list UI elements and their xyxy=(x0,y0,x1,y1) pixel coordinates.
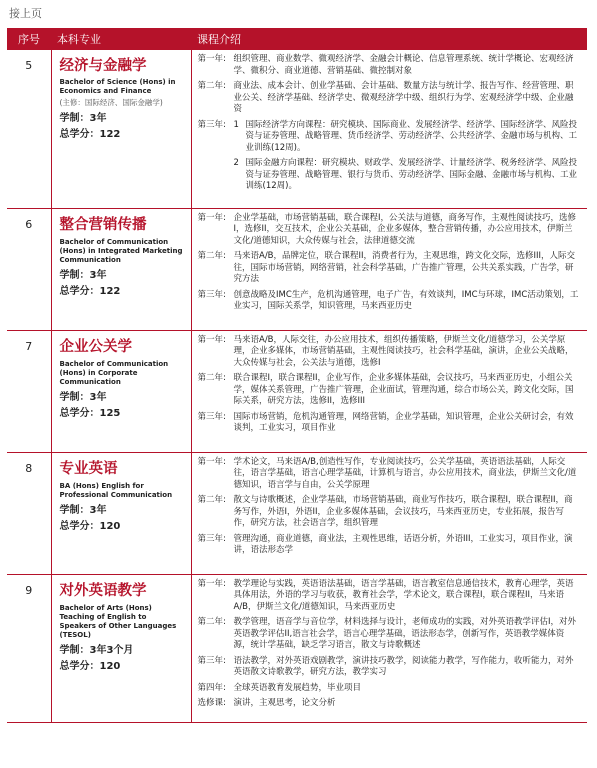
program-credits: 总学分：120 xyxy=(59,520,121,532)
course-track-number: 2 xyxy=(233,158,239,168)
program-duration: 学制：3年 xyxy=(59,391,107,403)
course-year-text: 商业法、成本会计、创业学基础、会计基础、数量方法与统计学、报告写作、经营管理、职业公关、经济学基础、经济学史、微观经济学中级、组织行为学、宏观经济学中级、企业融资 xyxy=(233,81,574,114)
program-name-cn: 整合营销传播 xyxy=(59,216,147,233)
program-major xyxy=(51,330,191,452)
course-track xyxy=(234,120,582,155)
course-year xyxy=(198,373,582,408)
course-year-text: 演讲，主观思考，论文分析 xyxy=(233,698,336,708)
table-row xyxy=(7,50,587,208)
column-header-no: 序号 xyxy=(7,28,51,50)
course-year-label: 第三年: xyxy=(197,289,226,300)
column-header-courses: 课程介绍 xyxy=(191,28,587,50)
program-number: 8 xyxy=(7,452,51,574)
program-name-en: Bachelor of Arts (Hons) Teaching of English to Speakers of Other Languages (TESOL) xyxy=(59,603,177,639)
course-track-number: 1 xyxy=(233,119,239,130)
program-major xyxy=(51,452,191,574)
program-courses xyxy=(191,50,587,208)
course-track xyxy=(234,158,582,193)
course-track-text: 国际经济学方向课程：研究模块、国际商业、发展经济学、经济学、国际经济学、风险投资与证券管理、战略管理、货币经济学、劳动经济学、公共经济学、金融市场与机构、工业训练(12周)。 xyxy=(245,119,578,153)
course-year xyxy=(198,534,582,557)
course-year xyxy=(198,617,582,652)
program-courses xyxy=(191,452,587,574)
program-duration: 学制：3年 xyxy=(59,113,107,124)
program-name-en: Bachelor of Science (Hons) in Economics and Finance xyxy=(59,78,176,95)
program-credits: 总学分：122 xyxy=(59,285,121,297)
program-name-en: BA (Hons) English for Professional Communication xyxy=(59,481,173,499)
course-year xyxy=(198,213,582,248)
column-header-major: 本科专业 xyxy=(51,28,191,50)
course-year-label: 第一年: xyxy=(197,212,226,223)
program-courses xyxy=(191,208,587,330)
course-year xyxy=(198,81,582,116)
course-year xyxy=(198,495,582,530)
program-major xyxy=(51,574,191,722)
course-year-label: 第三年: xyxy=(197,655,226,666)
course-year-text: 创意战略及IMC生产，危机沟通管理，电子广告，有效谈判，IMC与环球，IMC活动策划，工业实习，国际关系学，知识管理，马来西亚历史 xyxy=(233,289,579,311)
course-year xyxy=(198,412,582,435)
program-table xyxy=(7,28,587,723)
program-duration: 学制：3年3个月 xyxy=(59,644,134,656)
course-year-text: 学术论文，马来语A/B,创造性写作，专业阅读技巧，公关学基础，英语语法基础，人际交往，语言学基础，语言心理学基础，计算机与语言，办公应用技术，商业法，伊斯兰文化/道德知识，语言学与自由，公关学原理 xyxy=(233,456,577,490)
course-year xyxy=(198,698,582,710)
program-number: 6 xyxy=(7,208,51,330)
course-year xyxy=(198,683,582,695)
program-major xyxy=(51,208,191,330)
program-name-cn: 企业公关学 xyxy=(59,338,132,355)
course-year xyxy=(198,579,582,614)
course-year-text: 组织管理、商业数学、微观经济学、金融会计概论、信息管理系统、统计学概论、宏观经济学、微积分、商业道德、营销基础、微控制对象 xyxy=(233,54,574,76)
program-name-cn: 专业英语 xyxy=(59,460,118,477)
course-year-label: 第二年: xyxy=(197,373,226,383)
course-year-label: 第二年: xyxy=(197,81,226,91)
course-year-label: 第一年: xyxy=(197,578,226,589)
program-name-en: Bachelor of Communication (Hons) in Corporate Communication xyxy=(59,359,169,386)
program-name-cn: 对外英语教学 xyxy=(59,582,147,599)
course-year-text: 马来语A/B，人际交往，办公应用技术，组织传播策略，伊斯兰文化/道德学习，公关学原理，企业多媒体，市场营销基础，主观性阅读技巧，社会科学基础，演讲，企业公关战略，大众传媒与社会，公关法与道德，选修I xyxy=(233,334,574,368)
program-number: 5 xyxy=(7,50,51,208)
course-year-text: 马来语A/B，品牌定位，联合课程II，消费者行为，主观思维，跨文化交际，选修III，人际交往，国际市场营销，网络营销，社会科学基础，广告推广管理，公共关系实践，广告学，研究方法 xyxy=(233,251,576,284)
program-number: 9 xyxy=(7,574,51,722)
table-row xyxy=(7,452,587,574)
course-year xyxy=(198,120,582,193)
course-year-text: 全球英语教育发展趋势，毕业项目 xyxy=(233,682,362,693)
continued-from-previous-page: 接上页 xyxy=(9,7,42,20)
course-year-label: 第二年: xyxy=(197,617,226,627)
course-year-label: 第三年: xyxy=(197,119,226,130)
course-year-text: 语法教学，对外英语戏剧教学，演讲技巧教学，阅读能力教学，写作能力，收听能力，对外英语散文诗歌教学，研究方法，教学实习 xyxy=(233,655,574,677)
course-year-text: 联合课程I，联合课程II，企业写作，企业多媒体基础，会议技巧，马来西亚历史，小组公关学，媒体关系管理，广告推广管理，企业面试，管理沟通，综合市场公关，跨文化交际，国际关系，研究方法，选修II，选修III xyxy=(233,373,574,406)
course-year-label: 第四年: xyxy=(197,682,226,693)
course-year xyxy=(198,251,582,286)
program-name-en: Bachelor of Communication (Hons) in Integrated Marketing Communication xyxy=(59,237,183,264)
course-year-label: 第一年: xyxy=(197,54,226,64)
program-courses xyxy=(191,574,587,722)
program-credits: 总学分：122 xyxy=(59,129,121,140)
course-year xyxy=(198,656,582,679)
course-year xyxy=(198,457,582,492)
table-row xyxy=(7,208,587,330)
table-header-row xyxy=(7,28,587,50)
course-year xyxy=(198,335,582,370)
course-track-text: 国际金融方向课程：研究模块、财政学、发展经济学、计量经济学、税务经济学、风险投资与证券管理、战略管理、银行与货币、劳动经济学、国际金融、金融市场与机构、工业训练(12周)。 xyxy=(245,158,578,191)
course-year-text: 散文与诗歌概述，企业学基础，市场营销基础，商业写作技巧，联合课程I，联合课程II，商务写作，外语I，外语II，企业多媒体基础，会议技巧，马来西亚历史，专业拓展，报告写作，研究方法，社会语言学，组织管理 xyxy=(233,495,573,528)
program-major xyxy=(51,50,191,208)
program-credits: 总学分：125 xyxy=(59,407,121,419)
course-year-text: 企业学基础，市场营销基础，联合课程I，公关法与道德，商务写作，主观性阅读技巧，选修I，选修II，交互技术，企业公关基础，企业多媒体，整合营销传播，办公应用技术，伊斯兰文化/道德知识，大众传媒与社会，法律道德交流 xyxy=(233,212,577,246)
course-year xyxy=(198,290,582,313)
course-tracks xyxy=(234,120,582,193)
course-year-text: 教学理论与实践，英语语法基础，语言学基础，语言教室信息通信技术，教育心理学，英语具体用法，外语的学习与收获，教育社会学，学术论文，联合课程I，联合课程II，马来语A/B，伊斯兰文化/道德知识，马来西亚历史 xyxy=(233,578,574,612)
course-year xyxy=(198,54,582,77)
program-credits: 总学分：120 xyxy=(59,660,121,672)
course-year-label: 第三年: xyxy=(197,411,226,422)
program-courses xyxy=(191,330,587,452)
course-year-text: 国际市场营销，危机沟通管理，网络营销，企业学基础，知识管理，企业公关研讨会，有效谈判，工业实习，项目作业 xyxy=(233,411,574,433)
program-name-cn: 经济与金融学 xyxy=(59,58,147,74)
program-duration: 学制：3年 xyxy=(59,504,107,516)
program-number: 7 xyxy=(7,330,51,452)
program-note: (主修：国际经济、国际金融学) xyxy=(59,98,163,107)
course-year-label: 第一年: xyxy=(197,334,226,345)
course-year-text: 教学管理，语音学与音位学，材料选择与设计，老师成功的实践，对外英语教学评估I，对外英语教学评估II,语言社会学，语言心理学基础，语法形态学，创新写作，英语教学媒体资源，统计学基础，缺乏学习语言，散文与诗歌概述 xyxy=(233,617,577,650)
course-year-label: 第一年: xyxy=(197,456,226,467)
table-row xyxy=(7,330,587,452)
course-year-text: 管理沟通，商业道德，商业法，主观性思维，话语分析，外语III，工业实习，项目作业，演讲，语法形态学 xyxy=(233,533,573,555)
course-year-label: 选修课: xyxy=(197,698,226,708)
table-row xyxy=(7,574,587,722)
program-duration: 学制：3年 xyxy=(59,269,107,281)
course-year-label: 第三年: xyxy=(197,533,226,544)
course-year-label: 第二年: xyxy=(197,495,226,505)
course-year-label: 第二年: xyxy=(197,251,226,261)
